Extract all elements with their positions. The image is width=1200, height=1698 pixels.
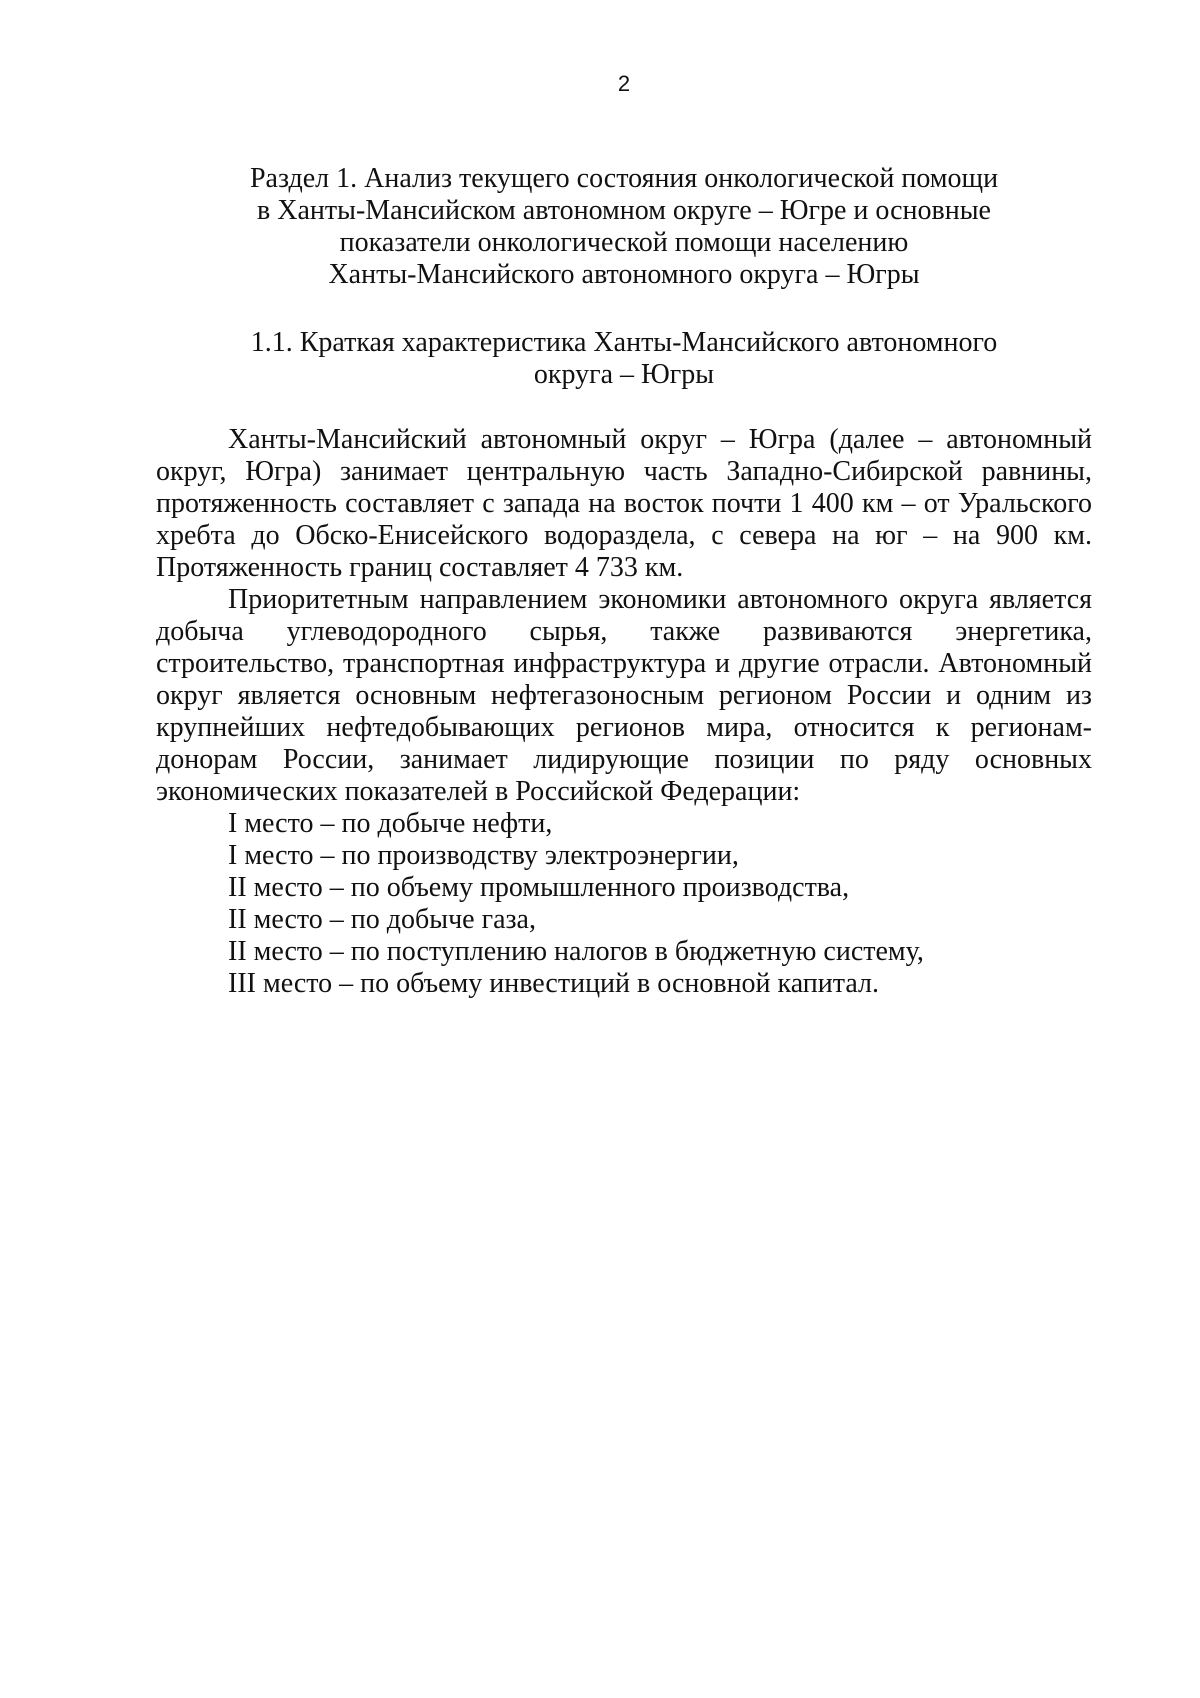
- paragraph-line: хребта до Обско-Енисейского водораздела, с севера на юг – на 900 км.: [156, 520, 1092, 551]
- ranking-item: II место – по добыче газа,: [228, 904, 536, 935]
- page-number: 2: [617, 71, 631, 96]
- section-heading-line: Раздел 1. Анализ текущего состояния онкологической помощи: [249, 163, 999, 194]
- paragraph-line: строительство, транспортная инфраструктура и другие отрасли. Автономный: [156, 648, 1092, 679]
- paragraph-line: Ханты-Мансийский автономный округ – Югра (далее – автономный: [228, 424, 1092, 455]
- paragraph-line: Протяженность границ составляет 4 733 км.: [156, 552, 684, 583]
- paragraph-line: Приоритетным направлением экономики автономного округа является: [228, 584, 1092, 615]
- ranking-item: II место – по поступлению налогов в бюджетную систему,: [228, 936, 924, 967]
- paragraph-line: протяженность составляет с запада на восток почти 1 400 км – от Уральского: [156, 488, 1092, 519]
- paragraph-line: добыча углеводородного сырья, также развиваются энергетика,: [156, 616, 1092, 647]
- section-heading-line: показатели онкологической помощи населению: [339, 227, 909, 258]
- rankings-list: [156, 808, 1092, 1000]
- paragraph-line: экономических показателей в Российской Федерации:: [156, 776, 801, 807]
- subsection-heading-line: округа – Югры: [533, 359, 715, 390]
- paragraph-2: [156, 584, 1092, 808]
- paragraph-1: [156, 424, 1092, 584]
- paragraph-line: донорам России, занимает лидирующие позиции по ряду основных: [156, 744, 1092, 775]
- section-heading: [156, 163, 1092, 291]
- ranking-item: II место – по объему промышленного производства,: [228, 872, 850, 903]
- section-heading-line: в Ханты-Мансийском автономном округе – Югре и основные: [257, 195, 991, 226]
- paragraph-line: крупнейших нефтедобывающих регионов мира, относится к регионам-: [156, 712, 1092, 743]
- subsection-heading: [156, 327, 1092, 391]
- ranking-item: I место – по производству электроэнергии,: [228, 840, 739, 871]
- subsection-heading-line: 1.1. Краткая характеристика Ханты-Мансийского автономного: [250, 327, 998, 358]
- paragraph-line: округ является основным нефтегазоносным регионом России и одним из: [156, 680, 1092, 711]
- section-heading-line: Ханты-Мансийского автономного округа – Югры: [328, 259, 920, 290]
- body-text: [156, 424, 1092, 1000]
- paragraph-line: округ, Югра) занимает центральную часть Западно-Сибирской равнины,: [156, 456, 1092, 487]
- ranking-item: III место – по объему инвестиций в основной капитал.: [228, 968, 879, 999]
- ranking-item: I место – по добыче нефти,: [228, 808, 553, 839]
